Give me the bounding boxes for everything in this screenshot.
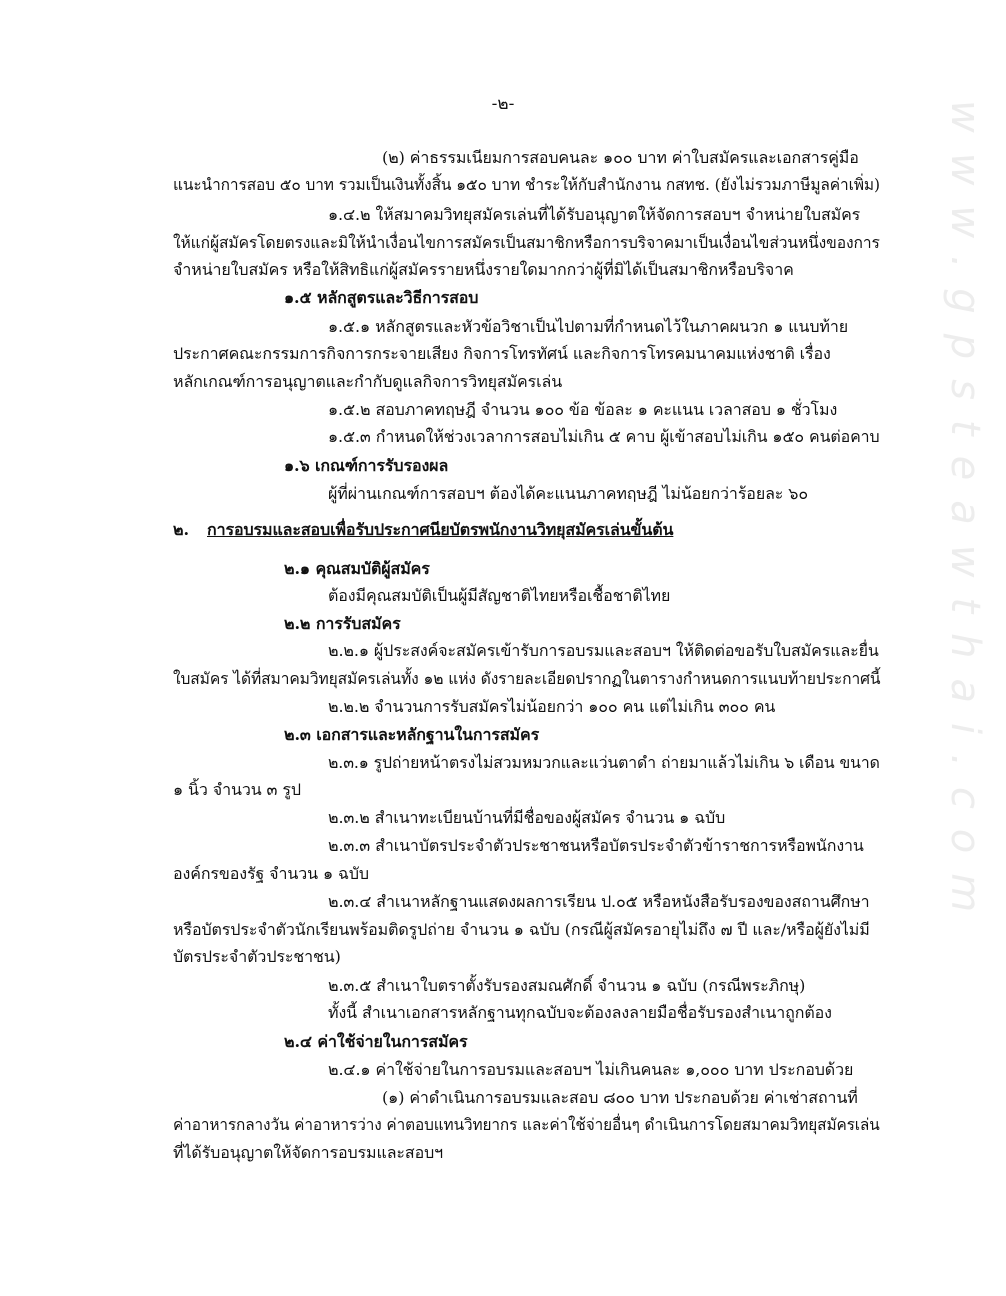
text-line: ๒.๓.๒ สำเนาทะเบียนบ้านที่มีชื่อของผู้สมัคร จำนวน ๑ ฉบับ — [328, 808, 726, 827]
text-line: ๑.๕.๑ หลักสูตรและหัวข้อวิชาเป็นไปตามที่กำหนดไว้ในภาคผนวก ๑ แนบท้าย — [328, 317, 849, 336]
text-line: ๑.๕.๒ สอบภาคทฤษฎี จำนวน ๑๐๐ ข้อ ข้อละ ๑ คะแนน เวลาสอบ ๑ ชั่วโมง — [328, 400, 838, 419]
page-number: -๒- — [491, 94, 515, 114]
section-heading: ๒.๑ คุณสมบัติผู้สมัคร — [284, 559, 430, 578]
text-line: ประกาศคณะกรรมการกิจการกระจายเสียง กิจการโทรทัศน์ และกิจการโทรคมนาคมแห่งชาติ เรื่อง — [173, 344, 831, 363]
text-line: ๒.๒.๑ ผู้ประสงค์จะสมัครเข้ารับการอบรมและสอบฯ ให้ติดต่อขอรับใบสมัครและยื่น — [328, 641, 879, 660]
text-line: ทั้งนี้ สำเนาเอกสารหลักฐานทุกฉบับจะต้องลงลายมือชื่อรับรองสำเนาถูกต้อง — [328, 1003, 832, 1022]
text-line: ๒.๓.๓ สำเนาบัตรประจำตัวประชาชนหรือบัตรประจำตัวข้าราชการหรือพนักงาน — [328, 836, 864, 855]
text-line: ๒.๓.๕ สำเนาใบตราตั้งรับรองสมณศักดิ์ จำนวน ๑ ฉบับ (กรณีพระภิกษุ) — [328, 976, 806, 995]
section-heading: ๑.๖ เกณฑ์การรับรองผล — [284, 456, 449, 475]
text-line: ๒.๓.๑ รูปถ่ายหน้าตรงไม่สวมหมวกและแว่นตาดำ ถ่ายมาแล้วไม่เกิน ๖ เดือน ขนาด — [328, 753, 880, 772]
text-line: (๒) ค่าธรรมเนียมการสอบคนละ ๑๐๐ บาท ค่าใบสมัครและเอกสารคู่มือ — [382, 148, 859, 167]
text-line: ใบสมัคร ได้ที่สมาคมวิทยุสมัครเล่นทั้ง ๑๒ แห่ง ดังรายละเอียดปรากฏในตารางกำหนดการแนบท้ายประกาศนี้ — [173, 669, 881, 688]
text-line: ๒.๓.๔ สำเนาหลักฐานแสดงผลการเรียน ป.๐๕ หรือหนังสือรับรองของสถานศึกษา — [328, 892, 870, 911]
text-line: แนะนำการสอบ ๕๐ บาท รวมเป็นเงินทั้งสิ้น ๑๕๐ บาท ชำระให้กับสำนักงาน กสทช. (ยังไม่รวมภาษีมูลค่าเพิ่ม) — [173, 175, 880, 194]
watermark-text: www.gpsteawthai.com — [942, 100, 988, 933]
text-line: หรือบัตรประจำตัวนักเรียนพร้อมติดรูปถ่าย จำนวน ๑ ฉบับ (กรณีผู้สมัครอายุไม่ถึง ๗ ปี และ/หรือผู้ยังไม่มี — [173, 920, 870, 939]
text-line: ต้องมีคุณสมบัติเป็นผู้มีสัญชาติไทยหรือเชื้อชาติไทย — [328, 586, 671, 605]
text-line: ๑.๔.๒ ให้สมาคมวิทยุสมัครเล่นที่ได้รับอนุญาตให้จัดการสอบฯ จำหน่ายใบสมัคร — [328, 205, 861, 224]
text-line: ๒.๔.๑ ค่าใช้จ่ายในการอบรมและสอบฯ ไม่เกินคนละ ๑,๐๐๐ บาท ประกอบด้วย — [328, 1060, 854, 1079]
text-line: ที่ได้รับอนุญาตให้จัดการอบรมและสอบฯ — [173, 1143, 444, 1162]
text-line: ๒.๒.๒ จำนวนการรับสมัครไม่น้อยกว่า ๑๐๐ คน แต่ไม่เกิน ๓๐๐ คน — [328, 697, 776, 716]
main-section-number: ๒. — [173, 520, 189, 539]
text-line: หลักเกณฑ์การอนุญาตและกำกับดูแลกิจการวิทยุสมัครเล่น — [173, 372, 563, 391]
main-section-title: การอบรมและสอบเพื่อรับประกาศนียบัตรพนักงานวิทยุสมัครเล่นขั้นต้น — [207, 520, 674, 539]
section-heading: ๒.๓ เอกสารและหลักฐานในการสมัคร — [284, 725, 540, 744]
text-line: ๑ นิ้ว จำนวน ๓ รูป — [173, 780, 301, 799]
watermark — [942, 100, 992, 1250]
section-heading: ๑.๕ หลักสูตรและวิธีการสอบ — [284, 288, 479, 307]
text-line: องค์กรของรัฐ จำนวน ๑ ฉบับ — [173, 864, 369, 883]
section-heading: ๒.๔ ค่าใช้จ่ายในการสมัคร — [284, 1032, 468, 1051]
text-line: ค่าอาหารกลางวัน ค่าอาหารว่าง ค่าตอบแทนวิทยากร และค่าใช้จ่ายอื่นๆ ดำเนินการโดยสมาคมวิทยุสมัครเล่น — [173, 1115, 880, 1134]
text-line: ๑.๕.๓ กำหนดให้ช่วงเวลาการสอบไม่เกิน ๕ คาบ ผู้เข้าสอบไม่เกิน ๑๕๐ คนต่อคาบ — [328, 427, 880, 446]
text-line: บัตรประจำตัวประชาชน) — [173, 947, 341, 966]
text-line: ให้แก่ผู้สมัครโดยตรงและมิให้นำเงื่อนไขการสมัครเป็นสมาชิกหรือการบริจาคมาเป็นเงื่อนไขส่วนหนึ่งของการ — [173, 233, 880, 252]
text-line: จำหน่ายใบสมัคร หรือให้สิทธิแก่ผู้สมัครรายหนึ่งรายใดมากกว่าผู้ที่มิได้เป็นสมาชิกหรือบริจาค — [173, 260, 794, 279]
text-line: ผู้ที่ผ่านเกณฑ์การสอบฯ ต้องได้คะแนนภาคทฤษฎี ไม่น้อยกว่าร้อยละ ๖๐ — [328, 484, 809, 503]
section-heading: ๒.๒ การรับสมัคร — [284, 614, 401, 633]
text-line: (๑) ค่าดำเนินการอบรมและสอบ ๘๐๐ บาท ประกอบด้วย ค่าเช่าสถานที่ — [382, 1088, 858, 1107]
